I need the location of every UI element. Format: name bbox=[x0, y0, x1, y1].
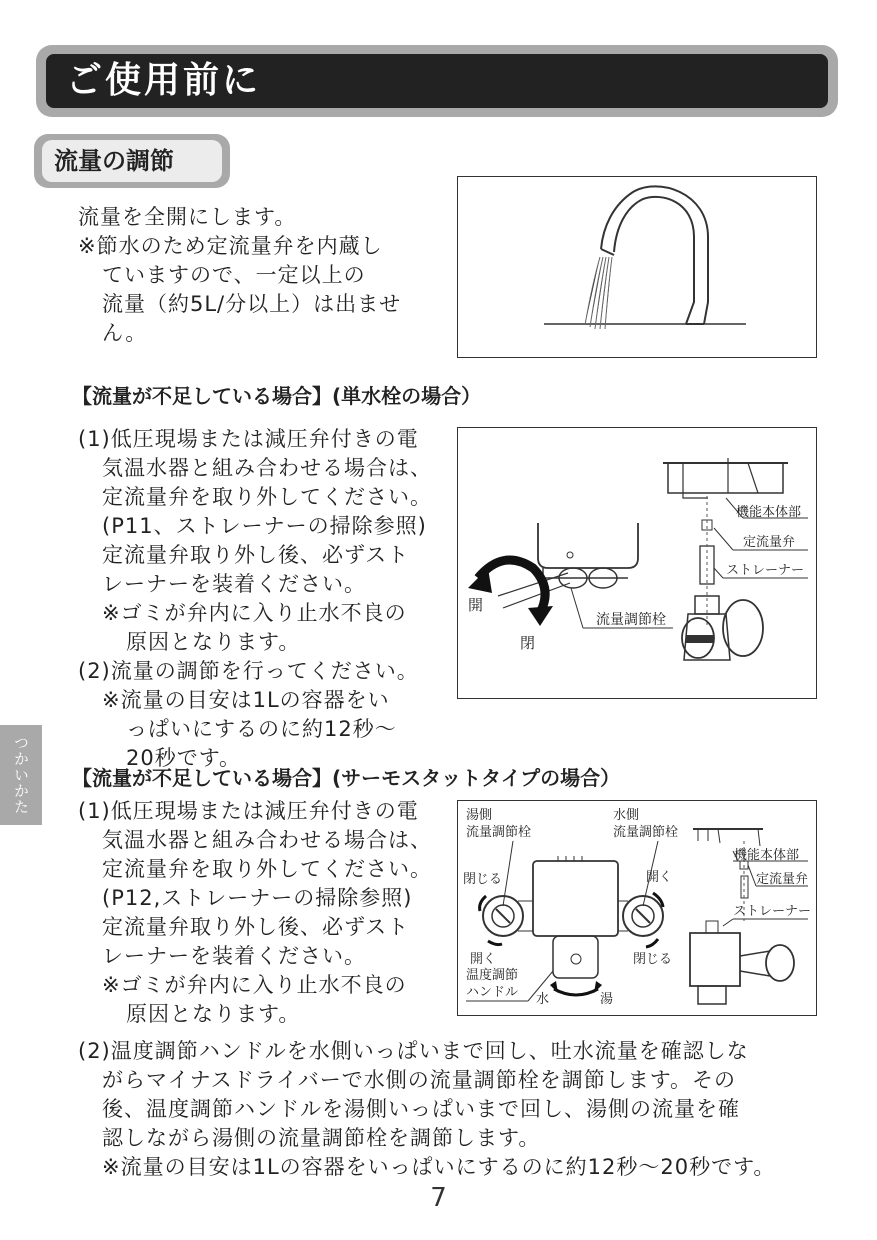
step-line: がらマイナスドライバーで水側の流量調節栓を調節します。その bbox=[102, 1068, 737, 1092]
faucet-figure bbox=[457, 176, 817, 358]
close-label: 閉 bbox=[520, 634, 536, 652]
step-line: (1)低圧現場または減圧弁付きの電 bbox=[78, 799, 419, 823]
step-line: (2)流量の調節を行ってください。 bbox=[78, 659, 419, 683]
faucet-illustration bbox=[458, 177, 816, 357]
side-tab: つかいかた bbox=[0, 725, 42, 825]
single-valve-figure bbox=[457, 427, 817, 699]
note-line: ※流量の目安は1Lの容器をいっぱいにするのに約12秒～20秒です。 bbox=[102, 1155, 776, 1179]
single-valve-illustration bbox=[458, 428, 816, 698]
step-line: 気温水器と組み合わせる場合は、 bbox=[102, 828, 432, 852]
thermo-valve-figure bbox=[457, 800, 817, 1016]
intro-note-line: ていますので、一定以上の bbox=[102, 263, 366, 287]
water-label: 水 bbox=[536, 992, 550, 1007]
thermo-step2 bbox=[78, 1037, 838, 1182]
open-label: 開 bbox=[468, 596, 484, 614]
step-line: 定流量弁取り外し後、必ずスト bbox=[102, 543, 410, 567]
hot-label: 湯 bbox=[600, 992, 614, 1007]
page-title: ご使用前に bbox=[66, 60, 262, 101]
thermo-heading: 【流量が不足している場合】(サーモスタットタイプの場合） bbox=[72, 766, 621, 790]
open-left-label: 開く bbox=[470, 952, 497, 967]
regulator-label: 定流量弁 bbox=[743, 535, 796, 550]
hot-valve-label: 流量調節栓 bbox=[466, 825, 532, 840]
strainer-label: ストレーナー bbox=[726, 563, 805, 578]
step-line: 定流量弁を取り外してください。 bbox=[102, 485, 432, 509]
step-line: 後、温度調節ハンドルを湯側いっぱいまで回し、湯側の流量を確 bbox=[102, 1097, 740, 1121]
single-heading: 【流量が不足している場合】(単水栓の場合） bbox=[72, 384, 482, 408]
cold-side-label: 水側 bbox=[613, 808, 640, 823]
note-line: ※ゴミが弁内に入り止水不良の bbox=[102, 601, 407, 625]
thermo-body-label: 機能本体部 bbox=[734, 848, 800, 863]
note-line: ※流量の目安は1Lの容器をい bbox=[102, 688, 390, 712]
section-title: 流量の調節 bbox=[54, 147, 174, 175]
thermo-strainer-label: ストレーナー bbox=[733, 904, 812, 919]
step-line: レーナーを装着ください。 bbox=[102, 944, 366, 968]
thermo-valve-illustration bbox=[458, 801, 816, 1015]
step-line: レーナーを装着ください。 bbox=[102, 572, 366, 596]
page-number: 7 bbox=[430, 1183, 447, 1213]
open-right-label: 開く bbox=[646, 870, 673, 885]
single-steps bbox=[78, 425, 458, 773]
note-line: っぱいにするのに約12秒～ bbox=[126, 717, 397, 741]
step-line: (P11、ストレーナーの掃除参照) bbox=[102, 514, 427, 538]
note-line: 原因となります。 bbox=[126, 630, 301, 654]
intro-note-line: 流量（約5L/分以上）は出ませ bbox=[102, 292, 402, 316]
step-line: (1)低圧現場または減圧弁付きの電 bbox=[78, 427, 419, 451]
step-line: (P12,ストレーナーの掃除参照) bbox=[102, 886, 413, 910]
intro-text bbox=[78, 203, 458, 348]
step-line: 定流量弁を取り外してください。 bbox=[102, 857, 432, 881]
intro-note-line: ん。 bbox=[102, 321, 148, 345]
note-line: 原因となります。 bbox=[126, 1002, 301, 1026]
hot-side-label: 湯側 bbox=[466, 808, 493, 823]
thermo-regulator-label: 定流量弁 bbox=[756, 872, 809, 887]
note-line: 20秒です。 bbox=[126, 746, 242, 770]
close-right-label: 閉じる bbox=[633, 952, 673, 967]
step-line: (2)温度調節ハンドルを水側いっぱいまで回し、吐水流量を確認しな bbox=[78, 1039, 749, 1063]
step-line: 認しながら湯側の流量調節栓を調節します。 bbox=[102, 1126, 541, 1150]
step-line: 定流量弁取り外し後、必ずスト bbox=[102, 915, 410, 939]
cold-valve-label: 流量調節栓 bbox=[613, 825, 679, 840]
step-line: 気温水器と組み合わせる場合は、 bbox=[102, 456, 432, 480]
temp-handle-label-1: 温度調節 bbox=[466, 968, 519, 983]
intro-note-line: ※節水のため定流量弁を内蔵し bbox=[78, 234, 383, 258]
note-line: ※ゴミが弁内に入り止水不良の bbox=[102, 973, 407, 997]
close-left-label: 閉じる bbox=[463, 872, 503, 887]
temp-handle-label-2: ハンドル bbox=[466, 985, 519, 1000]
intro-line: 流量を全開にします。 bbox=[78, 205, 297, 229]
body-label: 機能本体部 bbox=[736, 505, 802, 520]
thermo-steps bbox=[78, 797, 458, 1029]
valve-label: 流量調節栓 bbox=[596, 612, 666, 628]
